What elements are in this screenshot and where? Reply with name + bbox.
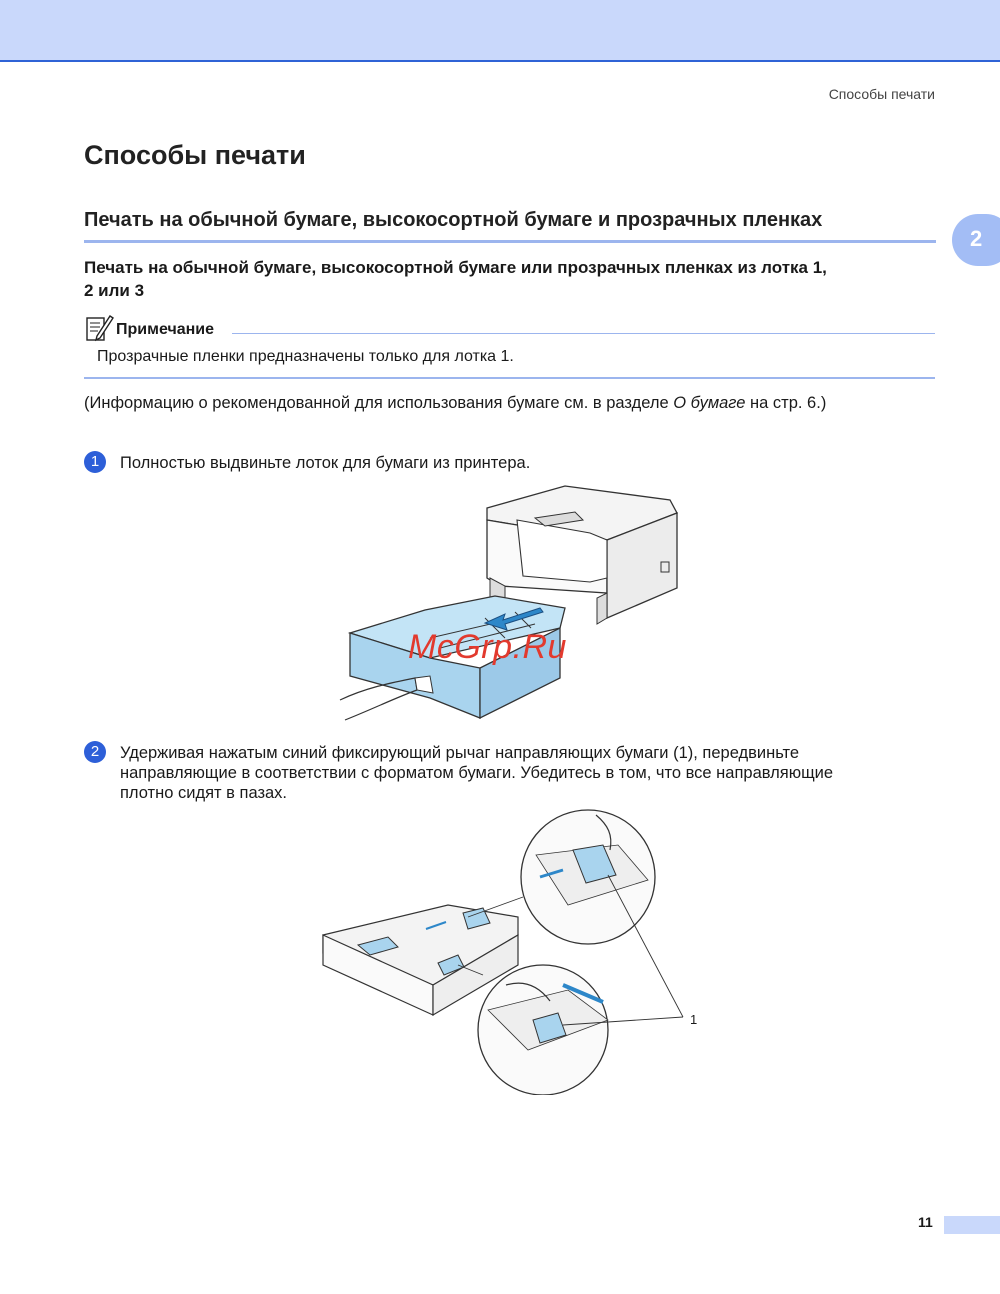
step-2-line-1: Удерживая нажатым синий фиксирующий рычаг направляющих бумаги (1), передвиньте (120, 744, 800, 762)
step-2-line-2: направляющие в соответствии с форматом бумаги. Убедитесь в том, что все направляющие (120, 764, 834, 782)
running-header: Способы печати (828, 86, 935, 102)
top-header-band (0, 0, 1000, 62)
figure-callout-1: 1 (690, 1012, 698, 1027)
note-rule-top (232, 333, 935, 334)
note-title: Примечание (116, 321, 215, 338)
watermark: McGrp.Ru (408, 628, 567, 666)
sub-heading (84, 256, 944, 302)
sub-heading-line-1: Печать на обычной бумаге, высокосортной бумаге или прозрачных пленках из лотка 1, (84, 258, 827, 277)
page-title: Способы печати (84, 140, 306, 170)
step-2-line-3: плотно сидят в пазах. (120, 784, 288, 802)
paper-guide-illustration (318, 805, 718, 1095)
printer-tray-illustration (335, 478, 685, 733)
chapter-number: 2 (970, 226, 983, 251)
note-rule-bottom (84, 377, 935, 379)
note-pencil-icon (84, 312, 114, 344)
note-text: Прозрачные пленки предназначены только для лотка 1. (97, 348, 514, 365)
footer-band (944, 1216, 1000, 1234)
step-1-text: Полностью выдвиньте лоток для бумаги из принтера. (120, 454, 531, 472)
step-2-badge: 2 (84, 741, 106, 763)
info-paragraph (84, 394, 826, 413)
sub-heading-line-2: 2 или 3 (84, 281, 145, 300)
step-2-text (120, 743, 920, 803)
info-prefix: (Информацию о рекомендованной для использования бумаге см. в разделе (84, 394, 674, 412)
step-1-badge: 1 (84, 451, 106, 473)
info-suffix: на стр. 6.) (745, 394, 827, 412)
info-link[interactable]: О бумаге (673, 394, 746, 412)
chapter-tab[interactable] (952, 214, 1000, 266)
section-heading: Печать на обычной бумаге, высокосортной бумаге и прозрачных пленках (84, 209, 936, 243)
page-number: 11 (918, 1214, 933, 1230)
